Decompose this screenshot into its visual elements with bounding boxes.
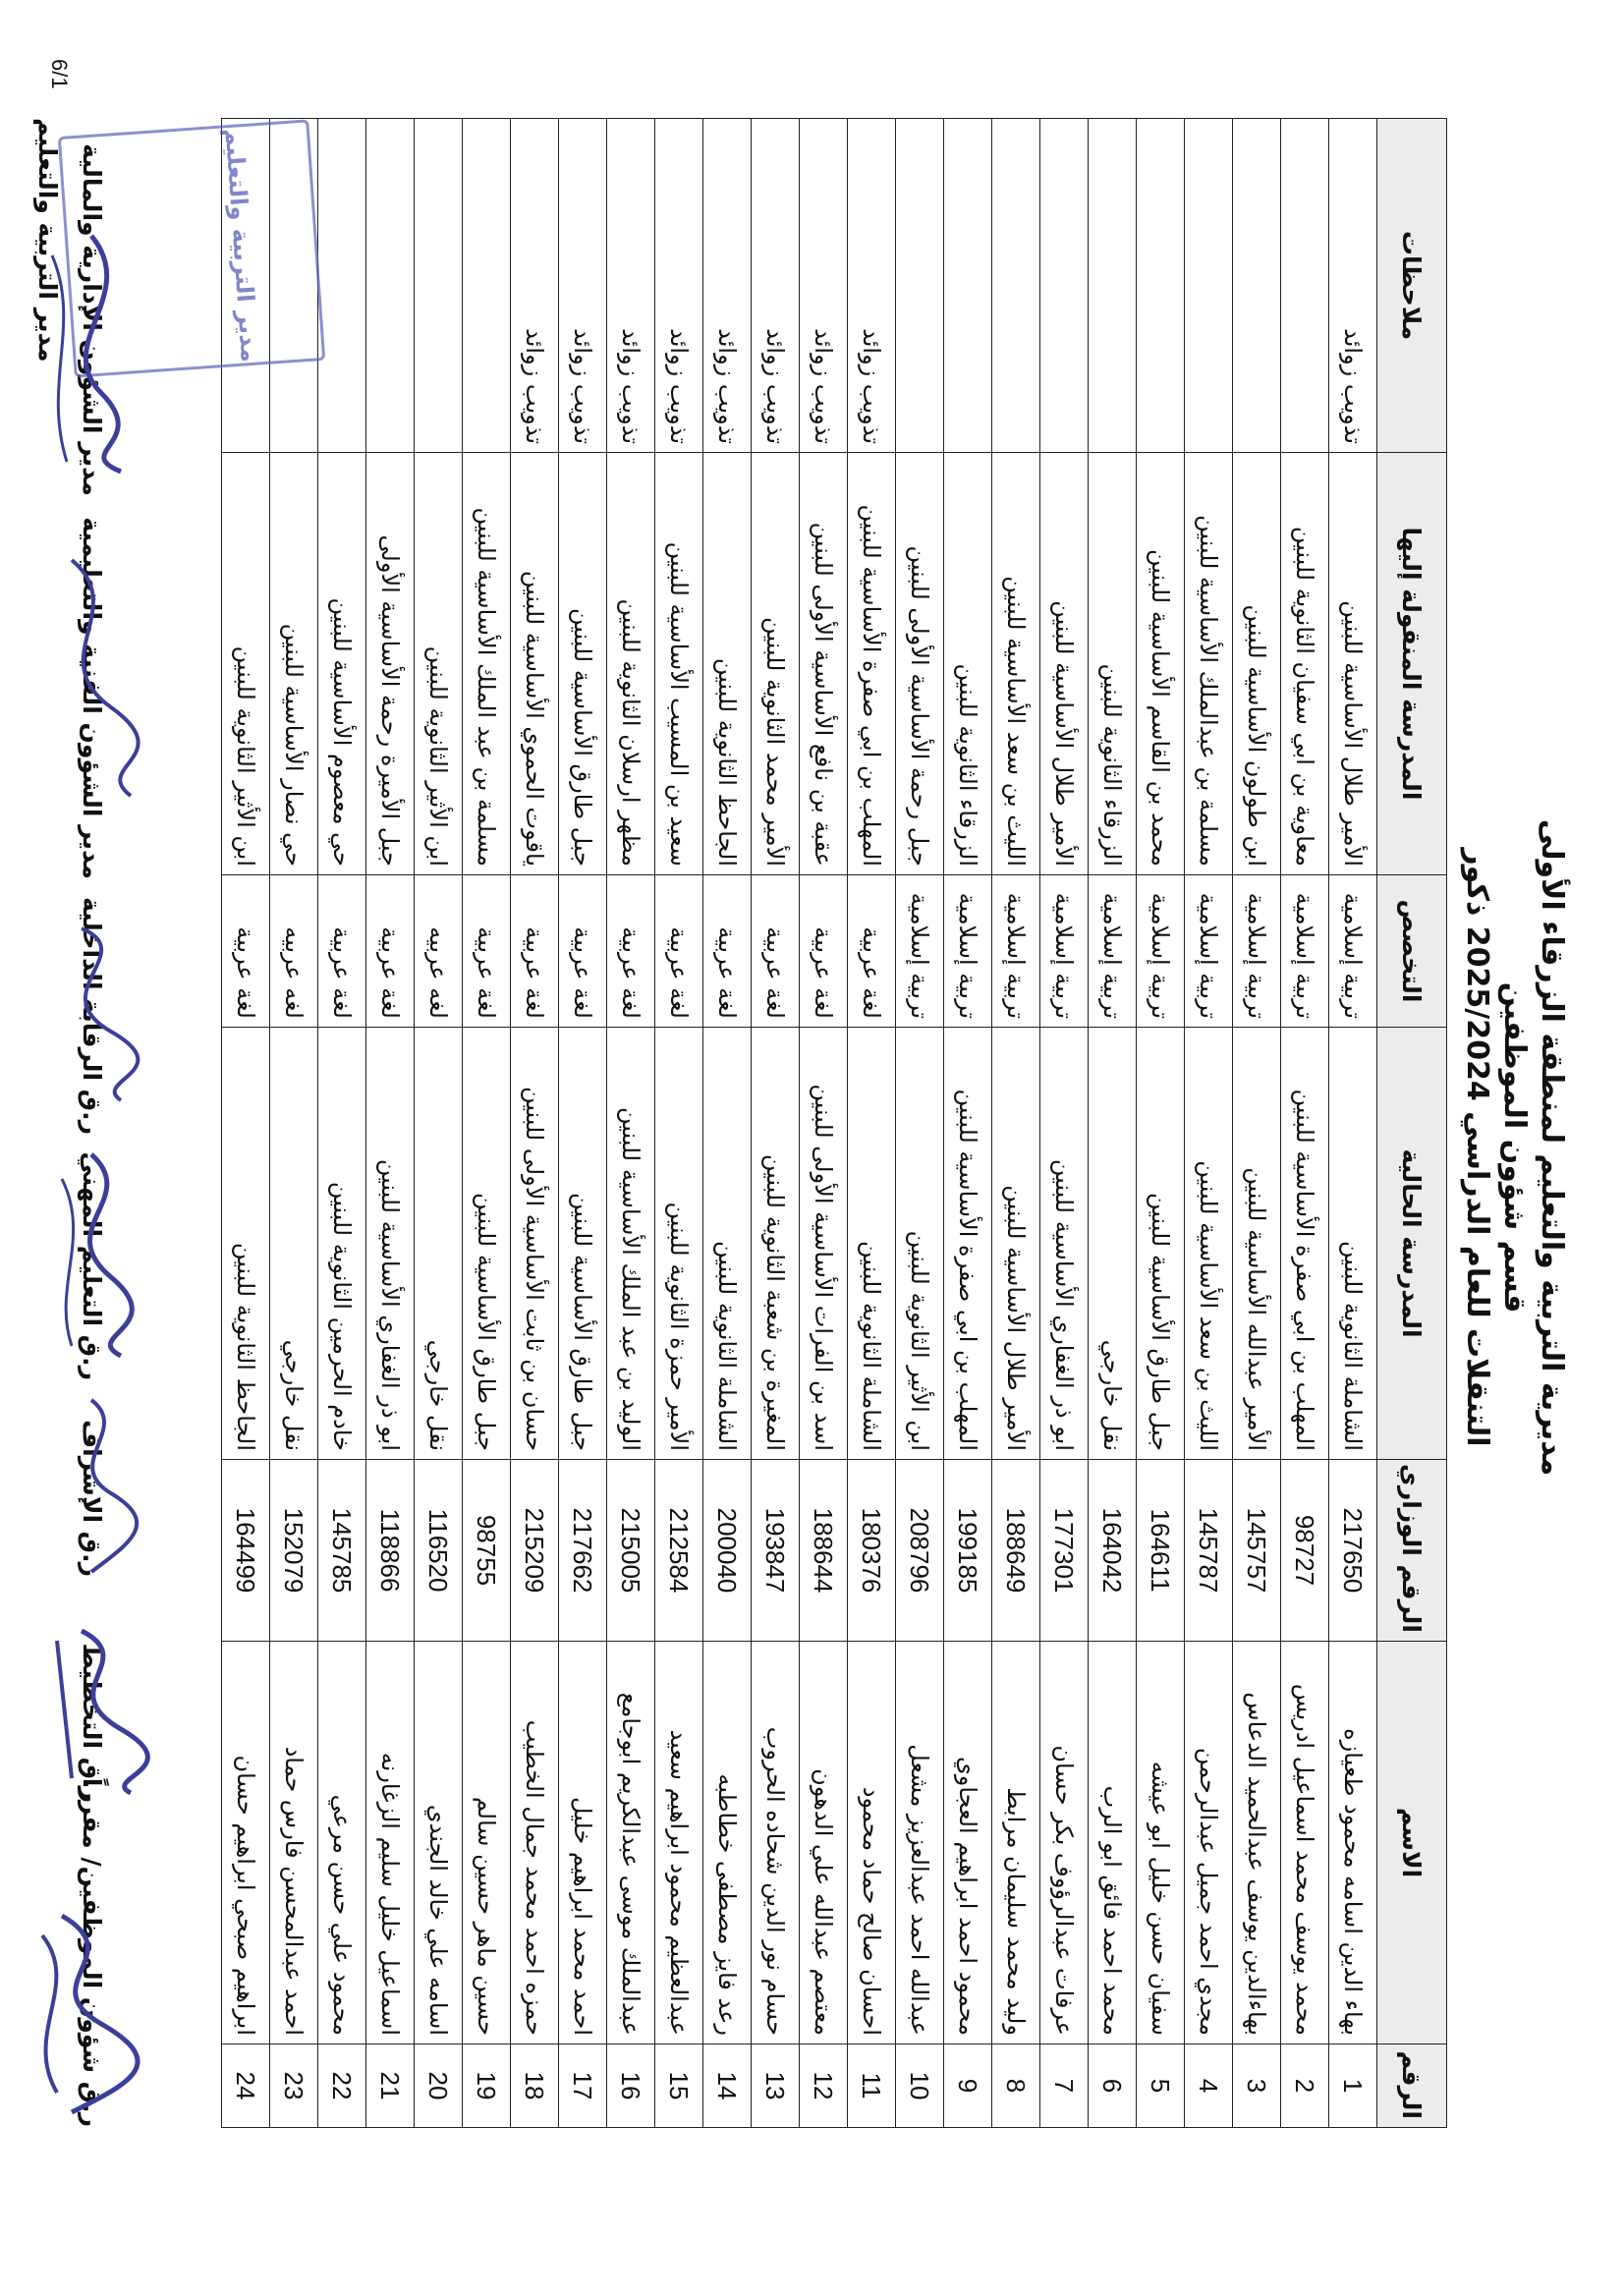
cell-specialization: لغة عربية — [848, 875, 896, 1028]
cell-notes: تذويب زوائد — [800, 119, 848, 453]
cell-notes — [415, 119, 463, 453]
table-row — [1329, 119, 1377, 2128]
cell-ministry-number: 193847 — [752, 1460, 800, 1642]
table-row — [1185, 119, 1233, 2128]
cell-ministry-number: 217650 — [1329, 1460, 1377, 1642]
col-header-ministry-number: الرقم الوزاري — [1377, 1460, 1447, 1642]
cell-notes — [896, 119, 944, 453]
document-header — [1458, 0, 1570, 2295]
cell-number: 1 — [1329, 2044, 1377, 2128]
cell-name: وليد محمد سليمان مرابط — [992, 1642, 1040, 2044]
cell-notes — [1185, 119, 1233, 453]
footer-education-director: مدير التربية والتعليم — [33, 118, 62, 363]
cell-target-school: مسلمة بن عبد الملك الأساسية للبنين — [463, 453, 511, 875]
cell-name: محمود علي حسن مرعي — [318, 1642, 366, 2044]
cell-specialization: لغة عربية — [752, 875, 800, 1028]
cell-current-school: نقل خارجي — [1089, 1028, 1137, 1460]
cell-notes: تذويب زوائد — [559, 119, 607, 453]
cell-target-school: سعيد بن المسيب الأساسية للبنين — [655, 453, 703, 875]
table-row — [1040, 119, 1089, 2128]
cell-name: حمزه احمد محمد جمال الخطيب — [511, 1642, 559, 2044]
table-row — [944, 119, 992, 2128]
page-number: 6/1 — [47, 59, 72, 89]
cell-current-school: اسد بن الفرات الأساسية الأولى للبنين — [800, 1028, 848, 1460]
cell-target-school: ابن الأثير الثانوية للبنين — [222, 453, 270, 875]
cell-ministry-number: 145785 — [318, 1460, 366, 1642]
cell-number: 2 — [1281, 2044, 1329, 2128]
cell-ministry-number: 199185 — [944, 1460, 992, 1642]
cell-name: حسين ماهر حسين سالم — [463, 1642, 511, 2044]
cell-name: محمد يوسف محمد اسماعيل ادريس — [1281, 1642, 1329, 2044]
table-row — [655, 119, 703, 2128]
cell-number: 23 — [270, 2044, 318, 2128]
cell-name: محمد احمد فائق ابو الرب — [1089, 1642, 1137, 2044]
cell-notes: تذويب زوائد — [752, 119, 800, 453]
table-row — [992, 119, 1040, 2128]
cell-notes — [366, 119, 415, 453]
cell-ministry-number: 212584 — [655, 1460, 703, 1642]
cell-ministry-number: 116520 — [415, 1460, 463, 1642]
transfers-table-wrap — [121, 118, 1447, 2127]
footer-technical-director: مدير الشؤون الفنية والتعليمية — [78, 517, 106, 879]
cell-specialization: لغة عربية — [318, 875, 366, 1028]
cell-target-school: الجاحظ الثانوية للبنين — [703, 453, 752, 875]
footer-planning: ر.ق التخطيط — [78, 1643, 106, 1803]
cell-specialization: تربية إسلامية — [1329, 875, 1377, 1028]
cell-notes — [1281, 119, 1329, 453]
cell-ministry-number: 164499 — [222, 1460, 270, 1642]
cell-name: سفيان حسن خليل ابو عيشه — [1137, 1642, 1185, 2044]
cell-name: بهاءالدين يوسف عبدالحميد الدعاس — [1233, 1642, 1281, 2044]
table-header-row — [1377, 119, 1447, 2128]
cell-number: 9 — [944, 2044, 992, 2128]
cell-current-school: جبل طارق الأساسية للبنين — [1137, 1028, 1185, 1460]
cell-name: رعد فايز مصطفى خطاطبه — [703, 1642, 752, 2044]
signature-footer — [57, 118, 106, 2127]
cell-specialization: لغة عربية — [366, 875, 415, 1028]
cell-specialization: لغة عربية — [607, 875, 655, 1028]
cell-number: 22 — [318, 2044, 366, 2128]
cell-target-school: ابن الأثير الثانوية للبنين — [415, 453, 463, 875]
cell-notes — [992, 119, 1040, 453]
footer-hr-head: ر.ق شؤون الموظفين/ مقرراً — [78, 1777, 106, 2127]
cell-current-school: الأمير طلال الأساسية للبنين — [992, 1028, 1040, 1460]
cell-specialization: تربية إسلامية — [1137, 875, 1185, 1028]
cell-current-school: المهلب بن ابي صفرة الأساسية للبنين — [944, 1028, 992, 1460]
cell-current-school: الشاملة الثانوية للبنين — [703, 1028, 752, 1460]
cell-ministry-number: 180376 — [848, 1460, 896, 1642]
cell-current-school: ابو ذر الغفاري الأساسية للبنين — [1040, 1028, 1089, 1460]
cell-notes: تذويب زوائد — [607, 119, 655, 453]
cell-specialization: لغة عربية — [463, 875, 511, 1028]
col-header-name: الاسم — [1377, 1642, 1447, 2044]
cell-target-school: مسلمة بن عبدالملك الأساسية للبنين — [1185, 453, 1233, 875]
cell-name: عرفات عبدالرؤوف بكر حسان — [1040, 1642, 1089, 2044]
stamp-text: مدير التربية والتعليم — [219, 127, 264, 364]
cell-ministry-number: 177301 — [1040, 1460, 1089, 1642]
cell-number: 21 — [366, 2044, 415, 2128]
cell-name: معتصم عبدالله علي الدهون — [800, 1642, 848, 2044]
table-row — [800, 119, 848, 2128]
cell-ministry-number: 188644 — [800, 1460, 848, 1642]
cell-notes: تذويب زوائد — [848, 119, 896, 453]
cell-target-school: ابن طولون الأساسية للبنين — [1233, 453, 1281, 875]
cell-number: 8 — [992, 2044, 1040, 2128]
cell-number: 4 — [1185, 2044, 1233, 2128]
table-row — [270, 119, 318, 2128]
cell-current-school: الجاحظ الثانوية للبنين — [222, 1028, 270, 1460]
cell-notes — [1137, 119, 1185, 453]
cell-specialization: تربية إسلامية — [1281, 875, 1329, 1028]
cell-current-school: ابن الأثير الثانوية للبنين — [896, 1028, 944, 1460]
cell-name: احمد محمد ابراهيم خليل — [559, 1642, 607, 2044]
cell-target-school: محمد بن القاسم الأساسية للبنين — [1137, 453, 1185, 875]
cell-ministry-number: 188649 — [992, 1460, 1040, 1642]
cell-number: 20 — [415, 2044, 463, 2128]
header-title: التنقلات للعام الدراسي 2025/2024 ذكور — [1460, 848, 1494, 1447]
table-row — [1281, 119, 1329, 2128]
col-header-target-school: المدرسة المنقولة إليها — [1377, 453, 1447, 875]
cell-notes — [1040, 119, 1089, 453]
table-row — [511, 119, 559, 2128]
cell-target-school: الأمير محمد الثانوية للبنين — [752, 453, 800, 875]
cell-ministry-number: 208796 — [896, 1460, 944, 1642]
cell-specialization: تربية إسلامية — [1040, 875, 1089, 1028]
cell-ministry-number: 215005 — [607, 1460, 655, 1642]
cell-target-school: الزرقاء الثانوية للبنين — [1089, 453, 1137, 875]
cell-notes: تذويب زوائد — [511, 119, 559, 453]
cell-specialization: تربية إسلامية — [1089, 875, 1137, 1028]
cell-name: مجدي احمد جميل عبدالرحمن — [1185, 1642, 1233, 2044]
col-header-specialization: التخصص — [1377, 875, 1447, 1028]
cell-ministry-number: 215209 — [511, 1460, 559, 1642]
cell-ministry-number: 118866 — [366, 1460, 415, 1642]
cell-target-school: عقبة بن نافع الأساسية الأولى للبنين — [800, 453, 848, 875]
footer-supervision: ر.ق الإشراف — [78, 1420, 106, 1577]
table-row — [222, 119, 270, 2128]
cell-current-school: نقل خارجي — [415, 1028, 463, 1460]
cell-number: 5 — [1137, 2044, 1185, 2128]
cell-specialization: لغة عربية — [559, 875, 607, 1028]
cell-specialization: لغة عربية — [511, 875, 559, 1028]
cell-target-school: المهلب بن ابي صفرة الأساسية للبنين — [848, 453, 896, 875]
footer-vocational: ر.ق التعليم المهني — [78, 1151, 106, 1380]
cell-current-school: ابو ذر الغفاري الأساسية للبنين — [366, 1028, 415, 1460]
cell-notes — [318, 119, 366, 453]
table-row — [752, 119, 800, 2128]
cell-number: 12 — [800, 2044, 848, 2128]
cell-specialization: لغة عربية — [222, 875, 270, 1028]
cell-number: 17 — [559, 2044, 607, 2128]
table-row — [318, 119, 366, 2128]
table-row — [896, 119, 944, 2128]
table-row — [848, 119, 896, 2128]
cell-specialization: لغة عربية — [800, 875, 848, 1028]
col-header-current-school: المدرسة الحالية — [1377, 1028, 1447, 1460]
cell-number: 13 — [752, 2044, 800, 2128]
cell-notes — [463, 119, 511, 453]
cell-notes — [1089, 119, 1137, 453]
cell-ministry-number: 145757 — [1233, 1460, 1281, 1642]
cell-number: 3 — [1233, 2044, 1281, 2128]
cell-target-school: حي نصار الأساسية للبنين — [270, 453, 318, 875]
cell-name: اسامه علي خالد الجندي — [415, 1642, 463, 2044]
cell-number: 10 — [896, 2044, 944, 2128]
cell-current-school: الأمير حمزة الثانوية للبنين — [655, 1028, 703, 1460]
table-row — [1233, 119, 1281, 2128]
cell-target-school: الزرقاء الثانوية للبنين — [944, 453, 992, 875]
cell-name: عبدالله احمد عبدالعزيز مشعل — [896, 1642, 944, 2044]
cell-current-school: الشاملة الثانوية للبنين — [848, 1028, 896, 1460]
col-header-number: الرقم — [1377, 2044, 1447, 2128]
cell-specialization: تربية إسلامية — [944, 875, 992, 1028]
cell-number: 19 — [463, 2044, 511, 2128]
cell-name: عبدالملك موسى عبدالكريم ابوجامع — [607, 1642, 655, 2044]
header-directorate: مديرية التربية والتعليم لمنطقة الزرقاء الأولى — [1535, 818, 1569, 1477]
cell-target-school: الليث بن سعد الأساسية للبنين — [992, 453, 1040, 875]
footer-internal-control: ر.ق الرقابة الداخلية — [78, 896, 106, 1135]
cell-number: 14 — [703, 2044, 752, 2128]
cell-current-school: الوليد بن عبد الملك الأساسية للبنين — [607, 1028, 655, 1460]
cell-current-school: الشاملة الثانوية للبنين — [1329, 1028, 1377, 1460]
cell-specialization: تربية إسلامية — [992, 875, 1040, 1028]
transfers-table — [221, 118, 1447, 2128]
cell-ministry-number: 145787 — [1185, 1460, 1233, 1642]
cell-name: اسماعيل خليل سليم الزغارنه — [366, 1642, 415, 2044]
cell-target-school: جبل الأميرة رحمة الأساسية الأولى — [366, 453, 415, 875]
cell-target-school: مظهر ارسلان الثانوية للبنين — [607, 453, 655, 875]
cell-ministry-number: 164042 — [1089, 1460, 1137, 1642]
cell-current-school: جبل طارق الأساسية للبنين — [559, 1028, 607, 1460]
cell-number: 18 — [511, 2044, 559, 2128]
table-row — [1089, 119, 1137, 2128]
cell-name: عبدالعظيم محمود ابراهيم سعيد — [655, 1642, 703, 2044]
cell-name: احسان صالح حماد محمود — [848, 1642, 896, 2044]
cell-current-school: خادم الحرمين الثانوية للبنين — [318, 1028, 366, 1460]
cell-notes — [944, 119, 992, 453]
cell-number: 6 — [1089, 2044, 1137, 2128]
official-stamp — [58, 119, 326, 377]
footer-admin-director: مدير الشؤون الإدارية والمالية — [78, 143, 106, 496]
cell-specialization: تربية إسلامية — [1233, 875, 1281, 1028]
cell-specialization: تربية إسلامية — [896, 875, 944, 1028]
cell-number: 24 — [222, 2044, 270, 2128]
cell-number: 15 — [655, 2044, 703, 2128]
cell-current-school: حسان بن ثابت الأساسية الأولى للبنين — [511, 1028, 559, 1460]
cell-number: 7 — [1040, 2044, 1089, 2128]
cell-ministry-number: 217662 — [559, 1460, 607, 1642]
cell-specialization: لغه عربيه — [415, 875, 463, 1028]
cell-target-school: ياقوت الحموي الأساسية للبنين — [511, 453, 559, 875]
cell-ministry-number: 200040 — [703, 1460, 752, 1642]
table-row — [703, 119, 752, 2128]
cell-target-school: معاوية بن ابي سفيان الثانوية للبنين — [1281, 453, 1329, 875]
cell-specialization: لغه عربيه — [270, 875, 318, 1028]
header-department: قسم شؤون الموظفين — [1497, 981, 1532, 1314]
cell-current-school: نقل خارجي — [270, 1028, 318, 1460]
table-row — [415, 119, 463, 2128]
cell-target-school: الأمير طلال الأساسية للبنين — [1329, 453, 1377, 875]
cell-current-school: المهلب بن ابي صفرة الأساسية للبنين — [1281, 1028, 1329, 1460]
col-header-notes: ملاحظات — [1377, 119, 1447, 453]
cell-current-school: المغيرة بن شعبة الثانوية للبنين — [752, 1028, 800, 1460]
cell-notes: تذويب زوائد — [1329, 119, 1377, 453]
cell-specialization: تربية إسلامية — [1185, 875, 1233, 1028]
cell-current-school: جبل طارق الأساسية للبنين — [463, 1028, 511, 1460]
cell-notes: تذويب زوائد — [655, 119, 703, 453]
cell-name: احمد عبدالمحسن فارس حماد — [270, 1642, 318, 2044]
cell-target-school: حي معصوم الأساسية للبنين — [318, 453, 366, 875]
cell-ministry-number: 164611 — [1137, 1460, 1185, 1642]
cell-ministry-number: 98755 — [463, 1460, 511, 1642]
cell-name: حسام نور الدين شحاده الحروب — [752, 1642, 800, 2044]
cell-notes — [1233, 119, 1281, 453]
cell-specialization: لغة عربية — [655, 875, 703, 1028]
cell-target-school: الأمير طلال الأساسية للبنين — [1040, 453, 1089, 875]
cell-ministry-number: 152079 — [270, 1460, 318, 1642]
cell-notes: تذويب زوائد — [703, 119, 752, 453]
table-row — [366, 119, 415, 2128]
cell-name: محمود احمد ابراهيم العجاوي — [944, 1642, 992, 2044]
cell-target-school: جبل طارق الأساسية للبنين — [559, 453, 607, 875]
table-row — [607, 119, 655, 2128]
cell-current-school: الليث بن سعد الأساسية للبنين — [1185, 1028, 1233, 1460]
cell-number: 11 — [848, 2044, 896, 2128]
cell-ministry-number: 98727 — [1281, 1460, 1329, 1642]
cell-target-school: جبل رحمة الأساسية الأولى للبنين — [896, 453, 944, 875]
table-row — [463, 119, 511, 2128]
table-row — [559, 119, 607, 2128]
footer-second-line — [13, 118, 62, 2127]
table-row — [1137, 119, 1185, 2128]
cell-number: 16 — [607, 2044, 655, 2128]
cell-name: بهاء الدين اسامه محمود طعيازه — [1329, 1642, 1377, 2044]
cell-name: ابراهيم صبحي ابراهيم حسان — [222, 1642, 270, 2044]
cell-specialization: لغة عربية — [703, 875, 752, 1028]
cell-current-school: الأمير عبدالله الأساسية للبنين — [1233, 1028, 1281, 1460]
